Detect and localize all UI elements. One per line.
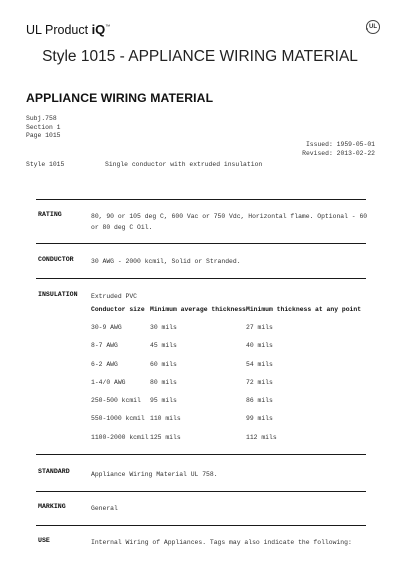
table-cell-size: 30-9 AWG	[91, 324, 122, 331]
brand-logo	[26, 22, 110, 37]
table-cell-size: 1-4/0 AWG	[91, 379, 126, 386]
table-cell-size: 250-500 kcmil	[91, 397, 141, 404]
table-cell-minimum: 54 mils	[246, 361, 273, 368]
insulation-label: INSULATION	[38, 291, 78, 298]
table-cell-minimum: 112 mils	[246, 434, 277, 441]
brand-tm: ™	[105, 24, 111, 30]
rating-label: RATING	[38, 211, 62, 218]
page-title: Style 1015 - APPLIANCE WIRING MATERIAL	[42, 48, 358, 65]
marking-label: MARKING	[38, 503, 66, 510]
issued-date: Issued: 1959-05-01	[305, 141, 375, 148]
ul-mark-text: UL	[369, 24, 377, 30]
rating-value-line-2: or 80 deg C Oil.	[91, 224, 153, 231]
table-cell-average: 125 mils	[150, 434, 181, 441]
insulation-table-header: Minimum average thickness	[150, 306, 246, 313]
standard-label: STANDARD	[38, 468, 70, 475]
page-number: Page 1015	[26, 132, 61, 139]
brand-text: UL Product	[26, 23, 89, 37]
table-cell-average: 110 mils	[150, 415, 181, 422]
document-heading: APPLIANCE WIRING MATERIAL	[26, 91, 214, 105]
revised-date: Revised: 2013-02-22	[302, 150, 375, 157]
standard-value: Appliance Wiring Material UL 758.	[91, 471, 218, 478]
style-number: Style 1015	[26, 161, 65, 168]
use-value: Internal Wiring of Appliances. Tags may also indicate the following:	[91, 539, 352, 546]
table-cell-minimum: 99 mils	[246, 415, 273, 422]
table-cell-size: 1100-2000 kcmil	[91, 434, 149, 441]
table-cell-size: 6-2 AWG	[91, 361, 118, 368]
section-divider	[36, 454, 366, 455]
conductor-value: 30 AWG - 2000 kcmil, Solid or Stranded.	[91, 258, 241, 265]
table-cell-average: 30 mils	[150, 324, 177, 331]
marking-value: General	[91, 505, 118, 512]
table-cell-size: 550-1000 kcmil	[91, 415, 145, 422]
insulation-table-header: Conductor size	[91, 306, 145, 313]
section-number: Section 1	[26, 124, 61, 131]
table-cell-average: 60 mils	[150, 361, 177, 368]
use-label: USE	[38, 537, 50, 544]
table-cell-minimum: 72 mils	[246, 379, 273, 386]
section-divider	[36, 525, 366, 526]
conductor-label: CONDUCTOR	[38, 256, 74, 263]
section-divider	[36, 278, 366, 279]
section-divider	[36, 243, 366, 244]
table-cell-minimum: 86 mils	[246, 397, 273, 404]
subject-number: Subj.758	[26, 115, 57, 122]
table-cell-average: 95 mils	[150, 397, 177, 404]
insulation-value: Extruded PVC	[91, 293, 138, 300]
section-divider	[36, 491, 366, 492]
table-cell-size: 8-7 AWG	[91, 342, 118, 349]
table-cell-average: 45 mils	[150, 342, 177, 349]
ul-mark-c: c	[366, 26, 369, 31]
section-divider	[36, 199, 366, 200]
page-header	[26, 20, 380, 42]
rating-value-line-1: 80, 90 or 105 deg C, 600 Vac or 750 Vdc, Horizontal flame. Optional - 60	[91, 213, 368, 220]
insulation-table-header: Minimum thickness at any point	[246, 306, 362, 313]
table-cell-minimum: 27 mils	[246, 324, 273, 331]
table-cell-minimum: 40 mils	[246, 342, 273, 349]
table-cell-average: 80 mils	[150, 379, 177, 386]
brand-iq: iQ	[91, 22, 106, 37]
ul-certification-mark-icon	[366, 20, 380, 34]
style-description: Single conductor with extruded insulation	[105, 161, 263, 168]
